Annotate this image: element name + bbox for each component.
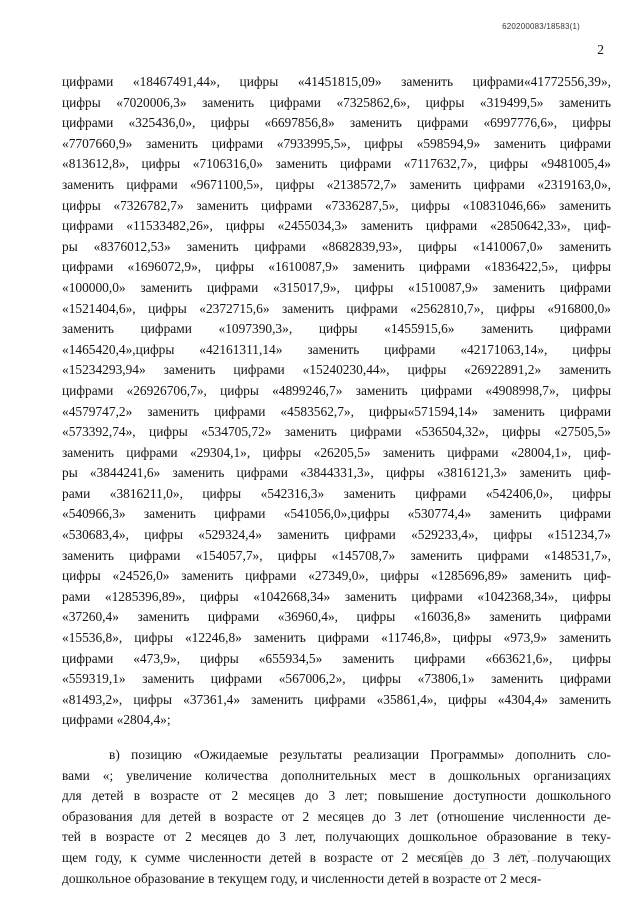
text-line: цифрами «18467491,44», цифры «41451815,09» заменить цифрами«41772556,39», bbox=[62, 74, 611, 89]
page-number: 2 bbox=[597, 42, 604, 57]
text-line: «4579747,2» заменить цифрами «4583562,7», цифры«571594,14» заменить цифрами bbox=[62, 403, 611, 419]
text-line: «81493,2», цифры «37361,4» заменить цифрами «35861,4», цифры «4304,4» заменить bbox=[62, 691, 611, 707]
text-line: «540966,3» заменить цифрами «541056,0»,цифры «530774,4» заменить цифрами bbox=[62, 506, 611, 522]
text-line: «573392,74», цифры «534705,72» заменить цифрами «536504,32», цифры «27505,5» bbox=[62, 424, 611, 440]
text-line: для детей в возрасте от 2 месяцев до 3 лет; повышение доступности дошкольного bbox=[62, 788, 611, 804]
text-line: заменить цифрами «9671100,5», цифры «2138572,7» заменить цифрами «2319163,0», bbox=[62, 176, 611, 192]
text-line: дошкольное образование в текущем году, и численности детей в возрасте от 2 меся- bbox=[62, 870, 542, 886]
text-line: цифры «7020006,3» заменить цифрами «7325862,6», цифры «319499,5» заменить bbox=[62, 94, 611, 110]
text-line: «100000,0» заменить цифрами «315017,9», цифры «1510087,9» заменить цифрами bbox=[62, 279, 611, 295]
text-line: «530683,4», цифры «529324,4» заменить цифрами «529233,4», цифры «151234,7» bbox=[62, 527, 611, 543]
text-line: щем году, к сумме численности детей в возрасте от 2 месяцев до 3 лет, получающих bbox=[62, 849, 611, 865]
paragraph-replacements bbox=[62, 72, 611, 731]
text-line: образования для детей в возрасте от 2 месяцев до 3 лет (отношение численности де- bbox=[62, 808, 611, 824]
text-line: цифрами «2804,4»; bbox=[62, 712, 171, 728]
text-line: вами «; увеличение количества дополнительных мест в дошкольных организациях bbox=[62, 767, 611, 783]
text-line: цифры «7326782,7» заменить цифрами «7336287,5», цифры «10831046,66» заменить bbox=[62, 197, 611, 213]
text-line: цифрами «1696072,9», цифры «1610087,9» заменить цифрами «1836422,5», цифры bbox=[62, 259, 611, 275]
paragraph-gap bbox=[62, 731, 611, 745]
text-line: «813612,8», цифры «7106316,0» заменить цифрами «7117632,7», цифры «9481005,4» bbox=[62, 156, 611, 172]
text-line: ры «3844241,6» заменить цифрами «3844331,3», цифры «3816121,3» заменить циф- bbox=[62, 465, 611, 481]
text-line: цифры «24526,0» заменить цифрами «27349,0», цифры «1285696,89» заменить циф- bbox=[62, 568, 611, 584]
text-line: цифрами «11533482,26», цифры «2455034,3» заменить цифрами «2850642,33», циф- bbox=[62, 218, 611, 234]
text-line: «1521404,6», цифры «2372715,6» заменить цифрами «2562810,7», цифры «916800,0» bbox=[62, 300, 611, 316]
text-line: «37260,4» заменить цифрами «36960,4», цифры «16036,8» заменить цифрами bbox=[62, 609, 611, 625]
text-line: рами «3816211,0», цифры «542316,3» заменить цифрами «542406,0», цифры bbox=[62, 485, 611, 501]
text-line: цифрами «325436,0», цифры «6697856,8» заменить цифрами «6997776,6», цифры bbox=[62, 115, 611, 131]
text-line: ры «8376012,53» заменить цифрами «8682839,93», цифры «1410067,0» заменить bbox=[62, 238, 611, 254]
text-line: цифрами «473,9», цифры «655934,5» заменить цифрами «663621,6», цифры bbox=[62, 650, 611, 666]
text-line: в) позицию «Ожидаемые результаты реализации Программы» дополнить сло- bbox=[109, 747, 611, 762]
text-line: рами «1285396,89», цифры «1042668,34» заменить цифрами «1042368,34», цифры bbox=[62, 588, 611, 604]
text-line: тей в возрасте от 2 месяцев до 3 лет, получающих дошкольное образование в теку- bbox=[62, 829, 611, 845]
text-line: заменить цифрами «29304,1», цифры «26205,5» заменить цифрами «28004,1», циф- bbox=[62, 444, 611, 460]
text-line: «15234293,94» заменить цифрами «15240230,44», цифры «26922891,2» заменить bbox=[62, 362, 611, 378]
text-line: «1465420,4»,цифры «42161311,14» заменить цифрами «42171063,14», цифры bbox=[62, 341, 611, 357]
text-line: «7707660,9» заменить цифрами «7933995,5», цифры «598594,9» заменить цифрами bbox=[62, 135, 611, 151]
text-line: заменить цифрами «154057,7», цифры «145708,7» заменить цифрами «148531,7», bbox=[62, 547, 611, 563]
text-line: цифрами «26926706,7», цифры «4899246,7» заменить цифрами «4908998,7», цифры bbox=[62, 382, 611, 398]
text-line: заменить цифрами «1097390,3», цифры «1455915,6» заменить цифрами bbox=[62, 321, 611, 337]
handwritten-signature bbox=[420, 835, 580, 875]
document-body bbox=[62, 72, 611, 889]
text-line: «15536,8», цифры «12246,8» заменить цифрами «11746,8», цифры «973,9» заменить bbox=[62, 630, 611, 646]
text-line: «559319,1» заменить цифрами «567006,2», цифры «73806,1» заменить цифрами bbox=[62, 671, 611, 687]
document-id: 620200083/18583(1) bbox=[502, 22, 580, 31]
